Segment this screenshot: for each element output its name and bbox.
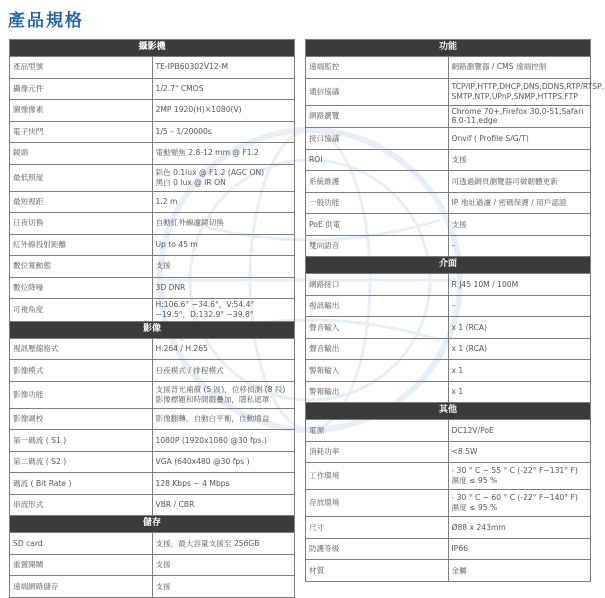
- table-row: [306, 560, 591, 582]
- spec-label: 視訊壓縮格式: [10, 338, 153, 360]
- spec-label: 紅外線投射距離: [10, 234, 153, 256]
- section-title: 介面: [306, 257, 591, 274]
- table-row: [306, 317, 591, 339]
- spec-value: 1080P (1920x1080 @30 fps ): [152, 430, 295, 452]
- spec-label: 接口協議: [306, 128, 449, 150]
- section-title: 其他: [306, 403, 591, 420]
- spec-label: PoE 供電: [306, 214, 449, 236]
- spec-value: Onvif ( Profile S/G/T): [448, 128, 591, 150]
- table-row: [306, 490, 591, 517]
- section-title: 攝影機: [10, 40, 295, 57]
- table-row: [10, 299, 295, 322]
- spec-label: ROI: [306, 149, 449, 171]
- spec-label: 工作環境: [306, 463, 449, 490]
- table-row: [10, 57, 295, 79]
- table-row: [10, 451, 295, 473]
- spec-label: 聲音輸入: [306, 317, 449, 339]
- section-header-function: [306, 40, 591, 57]
- spec-value: [448, 463, 591, 490]
- table-row: [306, 463, 591, 490]
- spec-value: VGA (640x480 @30 fps ): [152, 451, 295, 473]
- spec-label: 視訊輸出: [306, 295, 449, 317]
- spec-value: –: [448, 295, 591, 317]
- table-row: [306, 338, 591, 360]
- spec-value: 支援: [448, 149, 591, 171]
- spec-label: 網路瀏覽: [306, 105, 449, 128]
- spec-value-line: 濕度 ≤ 95 %: [451, 503, 498, 513]
- table-row: [306, 105, 591, 128]
- spec-value-line: 黑白 0 lux @ IR ON: [155, 177, 226, 187]
- spec-label: 遠端網路儲存: [10, 576, 153, 598]
- spec-value: H:106.6° ~34.6°，V:54.4° ~19.5°，D:132.9° ~39.8°: [152, 299, 295, 322]
- spec-label: 防護等級: [306, 538, 449, 560]
- spec-value: 支援: [152, 576, 295, 598]
- spec-label: 圖像像素: [10, 100, 153, 122]
- section-title: 儲存: [10, 516, 295, 533]
- spec-label: 材質: [306, 560, 449, 582]
- spec-label: 消耗功率: [306, 441, 449, 463]
- section-title: 功能: [306, 40, 591, 57]
- spec-label: 最低照度: [10, 164, 153, 191]
- table-row: [306, 57, 591, 79]
- spec-label: 尺寸: [306, 517, 449, 539]
- spec-value: 支援: [448, 214, 591, 236]
- section-title: 影像: [10, 321, 295, 338]
- spec-label: 最短視距: [10, 191, 153, 213]
- table-row: [10, 381, 295, 408]
- spec-value: [152, 164, 295, 191]
- section-header-interface: [306, 257, 591, 274]
- spec-label: 一般功能: [306, 192, 449, 214]
- page-title: 產品規格: [8, 11, 84, 31]
- table-row: [10, 164, 295, 191]
- section-header-other: [306, 403, 591, 420]
- table-row: [306, 517, 591, 539]
- spec-value-line: 影像標題和時間戳疊加，隱私遮罩: [155, 394, 270, 404]
- section-header-camera: [10, 40, 295, 57]
- spec-label: 影像調校: [10, 408, 153, 430]
- table-row: [306, 420, 591, 442]
- spec-label: 鏡頭: [10, 143, 153, 165]
- spec-value: 1.2 m: [152, 191, 295, 213]
- table-row: [10, 213, 295, 235]
- spec-value: Chrome 70+,Firefox 30.0-51,Safari 8.0-11,edge: [448, 105, 591, 128]
- left-spec-column: [9, 39, 295, 598]
- spec-label: 可視角度: [10, 299, 153, 322]
- spec-label: 影像功能: [10, 381, 153, 408]
- table-row: [10, 554, 295, 576]
- spec-label: SD card: [10, 533, 153, 555]
- spec-value: 網路瀏覽器 / CMS 遠端控制: [448, 57, 591, 79]
- spec-value: x 1: [448, 360, 591, 382]
- table-row: [306, 235, 591, 257]
- table-row: [306, 149, 591, 171]
- spec-label: 產品型號: [10, 57, 153, 79]
- spec-label: 網路接口: [306, 274, 449, 296]
- spec-value: [448, 78, 605, 105]
- spec-value-line: - 30 ° C ~ 55 ° C (-22° F~131° F): [451, 466, 578, 476]
- spec-value: x 1: [448, 381, 591, 403]
- table-row: [10, 191, 295, 213]
- spec-value: <8.5W: [448, 441, 591, 463]
- spec-value: [152, 381, 295, 408]
- spec-value-line: 濕度 ≤ 95 %: [451, 476, 498, 486]
- spec-value: Up to 45 m: [152, 234, 295, 256]
- spec-value: 1/2.7" CMOS: [152, 78, 295, 100]
- spec-value: 日夜模式 / 排程模式: [152, 360, 295, 382]
- spec-table-left: [9, 39, 295, 598]
- spec-value: 3D DNR: [152, 277, 295, 299]
- table-row: [306, 360, 591, 382]
- spec-value: H.264 / H.265: [152, 338, 295, 360]
- spec-value: VBR / CBR: [152, 494, 295, 516]
- table-row: [10, 408, 295, 430]
- table-row: [10, 143, 295, 165]
- spec-label: 警報輸入: [306, 360, 449, 382]
- table-row: [306, 214, 591, 236]
- spec-value: 1/5 – 1/20000s: [152, 121, 295, 143]
- spec-label: 聲音輸出: [306, 338, 449, 360]
- spec-label: 電源: [306, 420, 449, 442]
- spec-value: [448, 490, 591, 517]
- spec-value: 支援: [152, 554, 295, 576]
- table-row: [10, 100, 295, 122]
- spec-value: TE-IPB60302V12-M: [152, 57, 295, 79]
- table-row: [306, 171, 591, 193]
- table-row: [10, 121, 295, 143]
- spec-value-line: 彩色 0.1lux @ F1.2 (AGC ON): [155, 167, 265, 177]
- spec-value: 2MP 1920(H)×1080(V): [152, 100, 295, 122]
- table-row: [10, 473, 295, 495]
- spec-value: 影像翻轉，自動白平衡，自動增益: [152, 408, 295, 430]
- spec-label: 通信協議: [306, 78, 449, 105]
- spec-label: 存放環境: [306, 490, 449, 517]
- spec-value: 支援，最大容量支援至 256GB: [152, 533, 295, 555]
- spec-value: 自動紅外線濾鏡切換: [152, 213, 295, 235]
- table-row: [306, 128, 591, 150]
- section-header-image: [10, 321, 295, 338]
- spec-label: 日夜切換: [10, 213, 153, 235]
- spec-value-line: SMTP,NTP,UPnP,SNMP,HTTPS,FTP: [451, 91, 578, 101]
- spec-value: 可透過網頁瀏覽器可做韌體更新: [448, 171, 591, 193]
- spec-table-right: [305, 39, 605, 582]
- spec-label: 攝像元件: [10, 78, 153, 100]
- spec-label: 第一碼流 ( S1 ): [10, 430, 153, 452]
- spec-label: 數位寬動態: [10, 256, 153, 278]
- spec-value-line: 支援背光補償 (5 區)，位移偵測 (8 段): [155, 384, 286, 394]
- spec-value: DC12V/PoE: [448, 420, 591, 442]
- spec-value: IP66: [448, 538, 591, 560]
- table-row: [10, 360, 295, 382]
- table-row: [10, 430, 295, 452]
- spec-label: 影像模式: [10, 360, 153, 382]
- table-row: [306, 381, 591, 403]
- spec-value: 金屬: [448, 560, 591, 582]
- table-row: [306, 192, 591, 214]
- spec-value: x 1 (RCA): [448, 317, 591, 339]
- table-row: [306, 441, 591, 463]
- table-row: [306, 274, 591, 296]
- spec-value: IP 地址過濾 / 密碼保護 / 用戶認證: [448, 192, 591, 214]
- spec-label: 碼流 ( Bit Rate ): [10, 473, 153, 495]
- table-row: [306, 78, 591, 105]
- spec-value-line: - 30 ° C ~ 60 ° C (-22° F~140° F): [451, 493, 578, 503]
- spec-label: 雙向語音: [306, 235, 449, 257]
- spec-value: –: [448, 235, 591, 257]
- spec-value: 128 Kbps ~ 4 Mbps: [152, 473, 295, 495]
- table-row: [10, 78, 295, 100]
- spec-value: Ø88 x 243mm: [448, 517, 591, 539]
- table-row: [10, 277, 295, 299]
- table-row: [10, 234, 295, 256]
- spec-label: 串流形式: [10, 494, 153, 516]
- spec-value-line: TCP/IP,HTTP,DHCP,DNS,DDNS,RTP/RTSP,: [451, 81, 605, 91]
- spec-label: 第二碼流 ( S2 ): [10, 451, 153, 473]
- spec-label: 系統維護: [306, 171, 449, 193]
- spec-label: 警報輸出: [306, 381, 449, 403]
- table-row: [10, 338, 295, 360]
- spec-value: 支援: [152, 256, 295, 278]
- table-row: [306, 538, 591, 560]
- spec-value: 電動變焦 2.8-12 mm @ F1.2: [152, 143, 295, 165]
- table-row: [10, 576, 295, 598]
- table-row: [10, 256, 295, 278]
- spec-label: 數位降噪: [10, 277, 153, 299]
- table-row: [306, 295, 591, 317]
- spec-label: 重置開關: [10, 554, 153, 576]
- section-header-storage: [10, 516, 295, 533]
- spec-label: 電子快門: [10, 121, 153, 143]
- table-row: [10, 494, 295, 516]
- spec-value: x 1 (RCA): [448, 338, 591, 360]
- table-row: [10, 533, 295, 555]
- spec-label: 遠端監控: [306, 57, 449, 79]
- spec-value: R J45 10M / 100M: [448, 274, 591, 296]
- right-spec-column: [305, 39, 605, 582]
